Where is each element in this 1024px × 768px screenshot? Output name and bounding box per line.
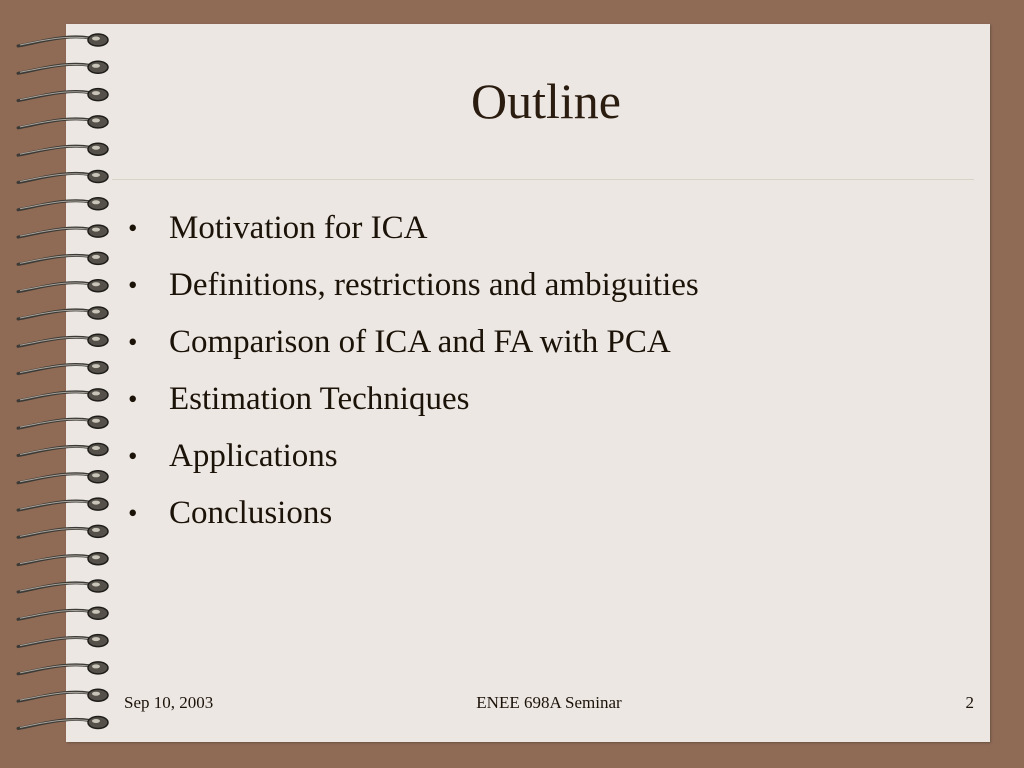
spiral-coil-icon: [18, 580, 108, 592]
spiral-coil-icon: [18, 307, 108, 319]
bullet-item: [128, 263, 699, 320]
spiral-coil-icon: [18, 553, 108, 565]
spiral-coil-icon: [18, 280, 108, 292]
spiral-coil-icon: [18, 334, 108, 346]
bullet-dot-icon: •: [128, 270, 138, 300]
bullet-dot-icon: •: [128, 441, 138, 471]
spiral-coil-icon: [18, 471, 108, 483]
spiral-coil-icon: [18, 607, 108, 619]
spiral-coil-icon: [18, 171, 108, 183]
title-divider: [112, 179, 974, 180]
spiral-coil-icon: [18, 362, 108, 374]
spiral-coil-icon: [18, 143, 108, 155]
spiral-coil-icon: [18, 717, 108, 729]
bullet-item: [128, 491, 699, 548]
spiral-coil-icon: [18, 252, 108, 264]
spiral-coil-icon: [18, 34, 108, 46]
bullet-text: Estimation Techniques: [169, 381, 470, 417]
bullet-text: Motivation for ICA: [169, 210, 428, 246]
bullet-text: Comparison of ICA and FA with PCA: [169, 324, 671, 360]
bullet-item: [128, 377, 699, 434]
spiral-coil-icon: [18, 525, 108, 537]
footer-date: Sep 10, 2003: [124, 693, 214, 712]
spiral-coil-icon: [18, 416, 108, 428]
spiral-coil-icon: [18, 635, 108, 647]
spiral-coil-icon: [18, 498, 108, 510]
bullet-item: [128, 434, 699, 491]
spiral-coil-icon: [18, 444, 108, 456]
bullet-dot-icon: •: [128, 498, 138, 528]
bullet-dot-icon: •: [128, 213, 138, 243]
spiral-coil-icon: [18, 198, 108, 210]
spiral-coil-icon: [18, 662, 108, 674]
slide-number: 2: [965, 693, 974, 712]
bullet-text: Applications: [169, 438, 338, 474]
bullet-text: Conclusions: [169, 495, 333, 531]
spiral-coil-icon: [18, 61, 108, 73]
bullet-item: [128, 206, 699, 263]
bullet-dot-icon: •: [128, 327, 138, 357]
bullet-dot-icon: •: [128, 384, 138, 414]
spiral-coil-icon: [18, 225, 108, 237]
slide-title: Outline: [471, 73, 621, 129]
spiral-coil-icon: [18, 389, 108, 401]
bullet-item: [128, 320, 699, 377]
bullet-text: Definitions, restrictions and ambiguities: [169, 267, 699, 303]
bullet-list: [128, 206, 699, 548]
footer-title: ENEE 698A Seminar: [476, 693, 622, 712]
